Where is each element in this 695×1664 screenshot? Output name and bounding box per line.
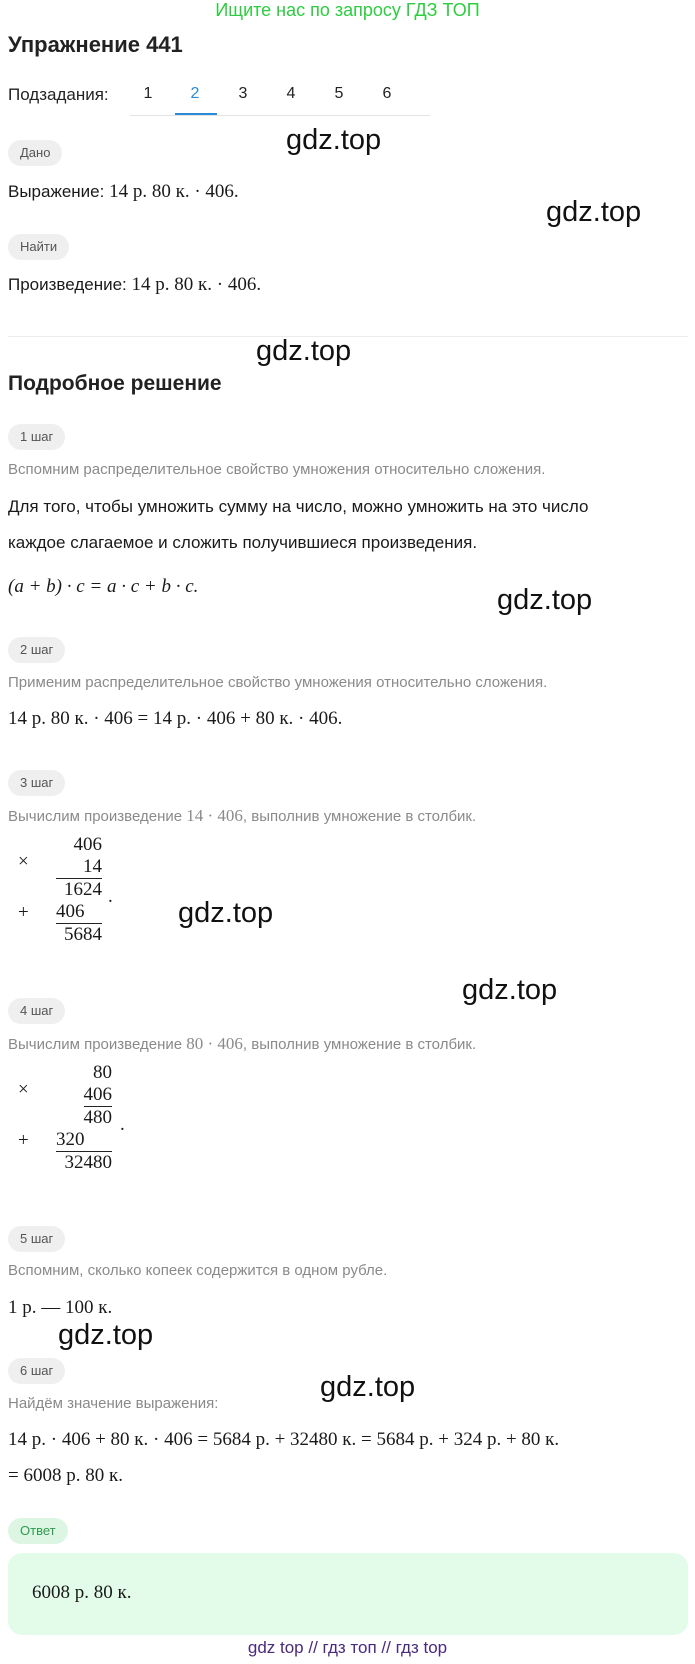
tab-5[interactable]: 5 [334, 85, 344, 102]
footer-separator: // [381, 1638, 391, 1657]
step-4-result: 32480 [64, 1152, 112, 1173]
step-3-note-pre: Вычислим произведение [8, 808, 187, 825]
step-3-plus-sign: + [18, 902, 29, 923]
step-1-line-2: каждое слагаемое и сложить получившиеся произведения. [8, 533, 478, 552]
step-6-line-1: 14 р. · 406 + 80 к. · 406 = 5684 р. + 32480 к. = 5684 р. + 324 р. + 80 к. [8, 1429, 560, 1450]
step-3-multiplicand: 406 [73, 834, 102, 855]
step-5-badge: 5 шаг [8, 1226, 65, 1252]
step-4-plus-sign: + [18, 1130, 29, 1151]
watermark: gdz.top [256, 335, 352, 367]
step-1-note: Вспомним распределительное свойство умножения относительно сложения. [8, 461, 546, 478]
tab-2[interactable]: 2 [190, 85, 200, 102]
footer-link-gdz-top[interactable]: gdz top [247, 1638, 304, 1657]
tabs-divider [130, 115, 430, 116]
given-expression: 14 р. 80 к. · 406. [109, 181, 239, 202]
step-6-badge: 6 шаг [8, 1358, 65, 1384]
step-4-mul-sign: × [18, 1079, 29, 1100]
step-2-formula: 14 р. 80 к. · 406 = 14 р. · 406 + 80 к. · 406. [8, 708, 343, 729]
step-3-mul-sign: × [18, 851, 29, 872]
tab-4[interactable]: 4 [286, 85, 296, 102]
watermark: gdz.top [286, 124, 382, 156]
step-3-result: 5684 [64, 924, 102, 945]
step-4-note-math: 80 · 406 [186, 1034, 243, 1053]
step-4-partial-1: 480 [83, 1107, 112, 1128]
step-3-note [8, 806, 476, 826]
watermark: gdz.top [546, 196, 642, 228]
step-4-multiplier [56, 1084, 112, 1107]
step-2-badge: 2 шаг [8, 637, 65, 663]
tab-3[interactable]: 3 [238, 85, 248, 102]
step-4-multiplier-value: 406 [83, 1084, 112, 1105]
step-1-badge: 1 шаг [8, 424, 65, 450]
step-4-badge: 4 шаг [8, 998, 65, 1024]
step-4-note-post: , выполнив умножение в столбик. [242, 1036, 477, 1053]
footer-link-gdz-top-mixed[interactable]: гдз top [395, 1638, 448, 1657]
find-label: Произведение: [8, 275, 127, 294]
tab-6[interactable]: 6 [382, 85, 392, 102]
footer-separator: // [308, 1638, 318, 1657]
step-1-line-1: Для того, чтобы умножить сумму на число, можно умножить на это число [8, 497, 589, 516]
step-3-multiplier: 14 [56, 856, 102, 879]
given-line [8, 181, 239, 203]
find-line [8, 274, 261, 296]
find-expression: 14 р. 80 к. · 406. [131, 274, 262, 295]
page-title: Упражнение 441 [8, 32, 183, 57]
solution-title: Подробное решение [8, 372, 222, 395]
step-5-formula: 1 р. — 100 к. [8, 1297, 113, 1318]
subtasks-label: Подзадания: [8, 85, 109, 104]
step-1-formula: (a + b) · c = a · c + b · c. [8, 576, 199, 597]
step-3-column [56, 834, 102, 946]
given-badge: Дано [8, 140, 62, 166]
step-3-partial-1: 1624 [64, 879, 102, 900]
step-4-dot: . [120, 1114, 125, 1135]
watermark: gdz.top [497, 584, 593, 616]
step-2-note: Применим распределительное свойство умножения относительно сложения. [8, 674, 548, 691]
footer-links [0, 1638, 695, 1658]
answer-value: 6008 р. 80 к. [32, 1582, 132, 1603]
step-4-note [8, 1034, 476, 1054]
step-4-multiplicand: 80 [93, 1062, 112, 1083]
step-3-note-math: 14 · 406 [186, 806, 243, 825]
step-6-note: Найдём значение выражения: [8, 1395, 219, 1412]
step-3-partial-2: 406 [56, 901, 102, 924]
active-tab-indicator [175, 113, 217, 115]
tab-1[interactable]: 1 [143, 85, 153, 102]
answer-badge: Ответ [8, 1518, 68, 1544]
find-badge: Найти [8, 234, 69, 260]
watermark: gdz.top [178, 897, 274, 929]
step-4-column [56, 1062, 112, 1174]
step-5-note: Вспомним, сколько копеек содержится в одном рубле. [8, 1262, 388, 1279]
step-3-dot: . [108, 886, 113, 907]
watermark: gdz.top [58, 1319, 154, 1351]
step-3-note-post: , выполнив умножение в столбик. [242, 808, 477, 825]
watermark: gdz.top [320, 1371, 416, 1403]
step-3-badge: 3 шаг [8, 770, 65, 796]
watermark: gdz.top [462, 974, 558, 1006]
footer-link-gdz-top-ru[interactable]: гдз топ [322, 1638, 377, 1657]
step-4-note-pre: Вычислим произведение [8, 1036, 187, 1053]
step-6-line-2: = 6008 р. 80 к. [8, 1465, 123, 1486]
search-banner: Ищите нас по запросу ГДЗ ТОП [215, 0, 480, 20]
given-label: Выражение: [8, 182, 105, 201]
step-4-partial-2: 320 [56, 1129, 112, 1152]
